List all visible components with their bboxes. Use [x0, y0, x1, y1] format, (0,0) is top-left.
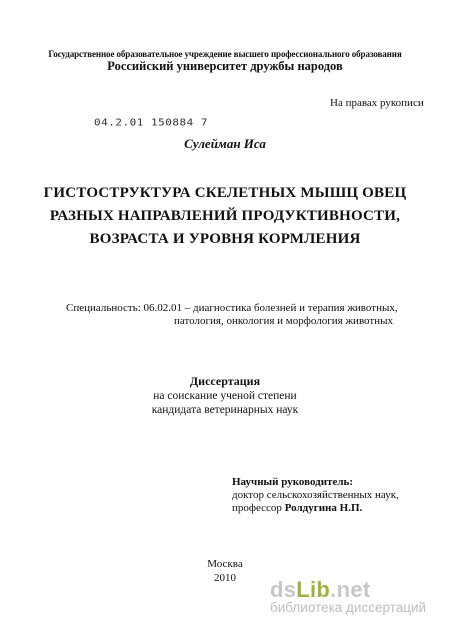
watermark-logo-part2: Lib [296, 577, 331, 602]
advisor-name: Ролдугина Н.П. [284, 502, 363, 514]
specialty-line2: патология, онкология и морфология животных [174, 315, 393, 327]
footer-year: 2010 [214, 572, 236, 584]
title-line1: ГИСТОСТРУКТУРА СКЕЛЕТНЫХ МЫШЦ ОВЕЦ [43, 185, 407, 201]
title-line3: ВОЗРАСТА И УРОВНЯ КОРМЛЕНИЯ [89, 231, 361, 247]
registration-stamp: 04.2.01 150884 7 [94, 116, 208, 129]
footer-city: Москва [207, 558, 243, 570]
dissertation-degree [0, 389, 450, 417]
watermark-logo-part3: .net [330, 577, 371, 602]
title-line2: РАЗНЫХ НАПРАВЛЕНИЙ ПРОДУКТИВНОСТИ, [49, 208, 401, 224]
advisor-title-line [232, 502, 399, 515]
institution-line2: Российский университет дружбы народов [107, 59, 343, 73]
degree-line2: кандидата ветеринарных наук [151, 404, 299, 416]
watermark-logo-part1: ds [270, 577, 297, 602]
advisor-label: Научный руководитель: [232, 476, 353, 488]
specialty-block [66, 302, 398, 328]
advisor-degree: доктор сельскохозяйственных наук, [232, 489, 399, 501]
rights-note: На правах рукописи [330, 97, 424, 109]
advisor-block [232, 476, 399, 515]
dissertation-title [0, 182, 450, 251]
specialty-line1: Специальность: 06.02.01 – диагностика болезней и терапия животных, [66, 302, 398, 314]
advisor-title-prefix: профессор [232, 502, 282, 514]
watermark-logo [270, 579, 450, 601]
author-name: Сулейман Иса [184, 136, 266, 151]
dissertation-heading: Диссертация [189, 374, 261, 388]
watermark-tagline: библиотека диссертаций [270, 600, 427, 615]
dslib-watermark [270, 579, 450, 615]
degree-line1: на соискание ученой степени [153, 390, 297, 402]
institution-line1: Государственное образовательное учреждение высшего профессионального образования [48, 49, 402, 59]
